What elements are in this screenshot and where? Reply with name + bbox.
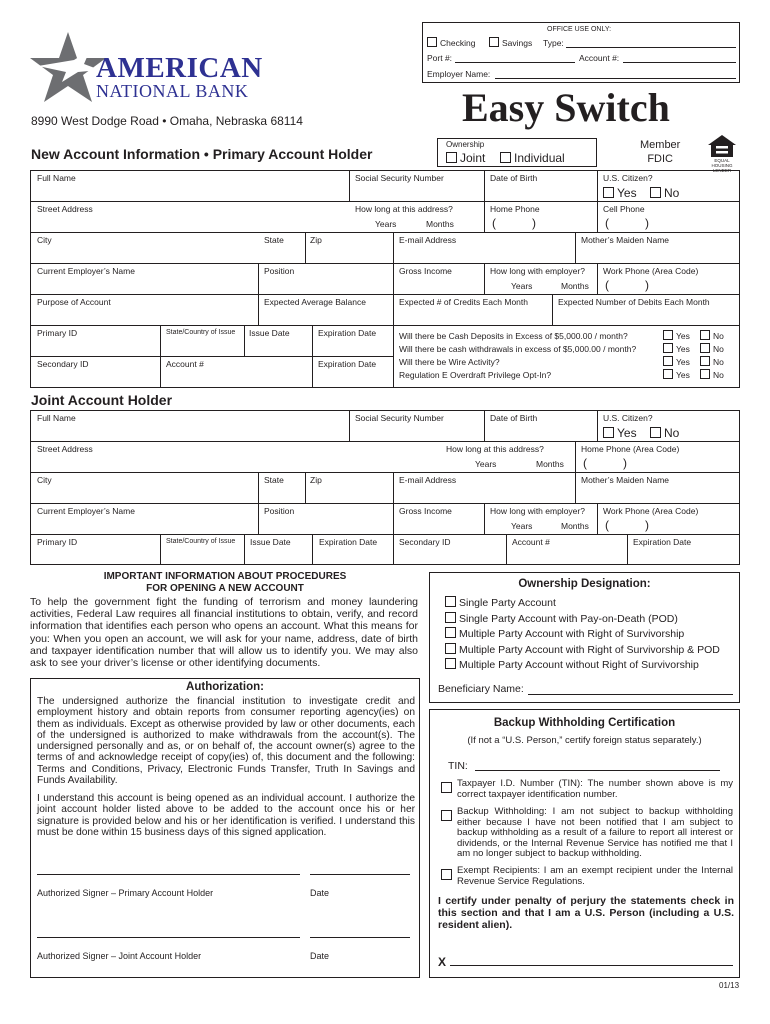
j-primary-id-label: Primary ID <box>37 537 78 547</box>
j-citizen-yes-label: Yes <box>617 426 637 440</box>
type-label: Type: <box>543 38 564 48</box>
q4-yes-checkbox[interactable] <box>663 369 673 379</box>
p-address-months: Months <box>426 219 454 229</box>
q3-yes-label: Yes <box>676 357 690 367</box>
p-citizen-yes-label: Yes <box>617 186 637 200</box>
savings-checkbox[interactable] <box>489 37 499 47</box>
backup-item1: Taxpayer I.D. Number (TIN): The number shown above is my correct taxpayer identification number. <box>457 778 733 800</box>
j-state-label: State <box>264 475 284 485</box>
p-expected-credits-label: Expected # of Credits Each Month <box>399 297 528 307</box>
form-version: 01/13 <box>719 981 740 990</box>
question-3: Will there be Wire Activity? <box>399 357 500 367</box>
q2-yes-label: Yes <box>676 344 690 354</box>
joint-heading: Joint Account Holder <box>31 392 173 408</box>
j-home-phone-label: Home Phone (Area Code) <box>581 444 680 454</box>
j-work-phone-label: Work Phone (Area Code) <box>603 506 699 516</box>
j-employer-months: Months <box>561 521 589 531</box>
p-email-label: E-mail Address <box>399 235 457 245</box>
joint-signature-field[interactable] <box>37 937 300 938</box>
j-maiden-label: Mother’s Maiden Name <box>581 475 670 485</box>
designation-option-2-checkbox[interactable] <box>445 612 456 623</box>
joint-signer-label: Authorized Signer – Joint Account Holder <box>37 951 202 961</box>
p-issue-date-label: Issue Date <box>249 328 290 338</box>
p-work-phone-label: Work Phone (Area Code) <box>603 266 699 276</box>
p-citizen-yes[interactable] <box>603 186 637 200</box>
savings-label: Savings <box>502 38 533 48</box>
p-secondary-id-label: Secondary ID <box>37 359 89 369</box>
q4-no-label: No <box>713 370 724 380</box>
j-citizen-yes[interactable] <box>603 426 637 440</box>
checking-checkbox[interactable] <box>427 37 437 47</box>
backup-signature-field[interactable] <box>450 965 733 966</box>
bank-address: 8990 West Dodge Road • Omaha, Nebraska 68114 <box>31 114 303 128</box>
backup-withholding-checkbox[interactable] <box>441 810 452 821</box>
j-home-phone-open: ( <box>583 456 587 470</box>
designation-option-4[interactable] <box>445 643 720 656</box>
designation-title: Ownership Designation: <box>518 578 651 590</box>
backup-item3: Exempt Recipients: I am an exempt recipient under the Internal Revenue Service Regulations. <box>457 865 733 887</box>
j-zip-label: Zip <box>310 475 322 485</box>
q1-no-checkbox[interactable] <box>700 330 710 340</box>
p-full-name-label: Full Name <box>37 173 76 183</box>
primary-date-field[interactable] <box>310 874 410 875</box>
j-citizen-no-checkbox[interactable] <box>650 427 661 438</box>
ownership-label: Ownership <box>446 140 485 149</box>
primary-signature-field[interactable] <box>37 874 300 875</box>
p-expiration-date-2-label: Expiration Date <box>318 359 377 369</box>
form-title: Easy Switch <box>462 85 670 130</box>
q3-no-label: No <box>713 357 724 367</box>
p-how-long-address: How long at this address? <box>355 204 453 214</box>
designation-option-3-label: Multiple Party Account with Right of Survivorship <box>459 628 685 640</box>
j-full-name-label: Full Name <box>37 413 76 423</box>
q2-no[interactable] <box>700 343 724 354</box>
p-home-phone-label: Home Phone <box>490 204 540 214</box>
j-email-label: E-mail Address <box>399 475 457 485</box>
p-home-phone-close: ) <box>532 216 536 230</box>
p-citizen-no-label: No <box>664 186 680 200</box>
j-how-long-address: How long at this address? <box>446 444 544 454</box>
employer-label: Employer Name: <box>427 69 491 79</box>
member-text: Member <box>640 139 681 151</box>
joint-date-label: Date <box>310 951 330 961</box>
j-work-phone-open: ( <box>605 518 609 532</box>
p-home-phone-open: ( <box>492 216 496 230</box>
designation-option-2-label: Single Party Account with Pay-on-Death (POD) <box>459 613 678 625</box>
equal-housing-line1: EQUAL HOUSING <box>711 158 733 168</box>
j-issue-date-label: Issue Date <box>250 537 291 547</box>
checking-option[interactable] <box>427 37 475 48</box>
designation-option-1-label: Single Party Account <box>459 597 556 609</box>
j-address-years: Years <box>475 459 497 469</box>
j-address-months: Months <box>536 459 564 469</box>
q1-yes-checkbox[interactable] <box>663 330 673 340</box>
j-citizen-label: U.S. Citizen? <box>603 413 653 423</box>
checking-label: Checking <box>440 38 476 48</box>
member-fdic <box>640 138 680 166</box>
j-expiration-date-2-label: Expiration Date <box>633 537 692 547</box>
j-expiration-date-label: Expiration Date <box>319 537 378 547</box>
equal-housing-icon <box>706 134 738 158</box>
p-employer-label: Current Employer’s Name <box>37 266 135 276</box>
j-secondary-id-label: Secondary ID <box>399 537 451 547</box>
q1-yes[interactable] <box>663 330 690 341</box>
p-cell-phone-label: Cell Phone <box>603 204 645 214</box>
j-gross-income-label: Gross Income <box>399 506 452 516</box>
designation-option-2[interactable] <box>445 612 678 625</box>
p-expected-balance-label: Expected Average Balance <box>264 297 366 307</box>
joint-checkbox[interactable] <box>446 152 457 163</box>
signature-x: X <box>438 955 447 969</box>
j-street-label: Street Address <box>37 444 93 454</box>
question-4: Regulation E Overdraft Privilege Opt-In? <box>399 370 552 380</box>
beneficiary-label: Beneficiary Name: <box>438 683 524 695</box>
designation-option-3[interactable] <box>445 627 684 640</box>
p-citizen-no-checkbox[interactable] <box>650 187 661 198</box>
p-citizen-yes-checkbox[interactable] <box>603 187 614 198</box>
savings-option[interactable] <box>489 37 532 48</box>
bank-name-line2: NATIONAL BANK <box>96 81 249 101</box>
designation-option-4-label: Multiple Party Account with Right of Survivorship & POD <box>459 644 720 656</box>
j-state-country-label: State/Country of Issue <box>166 538 236 545</box>
designation-option-1[interactable] <box>445 596 556 609</box>
fdic-text: FDIC <box>647 153 673 165</box>
p-account-no-label: Account # <box>166 359 204 369</box>
p-work-phone-open: ( <box>605 278 609 292</box>
j-citizen-yes-checkbox[interactable] <box>603 427 614 438</box>
account-label: Account #: <box>579 53 620 63</box>
q3-yes[interactable] <box>663 356 690 367</box>
j-account-no-label: Account # <box>512 537 550 547</box>
designation-option-3-checkbox[interactable] <box>445 627 456 638</box>
j-city-label: City <box>37 475 52 485</box>
p-city-label: City <box>37 235 52 245</box>
p-street-label: Street Address <box>37 204 93 214</box>
p-ssn-label: Social Security Number <box>355 173 444 183</box>
beneficiary-field[interactable] <box>528 694 733 695</box>
primary-date-label: Date <box>310 888 330 898</box>
individual-label: Individual <box>514 151 565 165</box>
port-label: Port #: <box>427 53 453 63</box>
designation-option-1-checkbox[interactable] <box>445 596 456 607</box>
individual-checkbox[interactable] <box>500 152 511 163</box>
port-field[interactable] <box>455 62 575 63</box>
p-purpose-label: Purpose of Account <box>37 297 111 307</box>
authorization-title: Authorization: <box>186 681 264 693</box>
p-employer-years: Years <box>511 281 533 291</box>
q1-yes-label: Yes <box>676 331 690 341</box>
account-field[interactable] <box>623 62 736 63</box>
question-2: Will there be cash withdrawals in excess of $5,000.00 / month? <box>399 344 637 354</box>
tin-field[interactable] <box>475 770 720 771</box>
tin-label: TIN: <box>448 760 468 772</box>
important-title <box>30 571 420 595</box>
backup-certify: I certify under penalty of perjury the statements check in this section and that I am a U.S. Person (including a U.S. resident alien). <box>438 895 734 931</box>
designation-option-5-checkbox[interactable] <box>445 658 456 669</box>
p-expiration-date-label: Expiration Date <box>318 328 377 338</box>
backup-subtitle: (If not a “U.S. Person,” certify foreign status separately.) <box>467 735 702 746</box>
backup-title: Backup Withholding Certification <box>493 717 676 729</box>
backup-item2: Backup Withholding: I am not subject to backup withholding either because I have not been notified that I am subject to backup withholding as a result of a failure to report all interest or dividends, or the Internal Revenue Service has notified me that I am no longer subject to backup withholding. <box>457 806 733 859</box>
q1-no-label: No <box>713 331 724 341</box>
designation-option-4-checkbox[interactable] <box>445 643 456 654</box>
j-dob-label: Date of Birth <box>490 413 538 423</box>
p-work-phone-close: ) <box>645 278 649 292</box>
p-how-long-employer: How long with employer? <box>490 266 585 276</box>
designation-option-5[interactable] <box>445 658 699 671</box>
p-primary-id-label: Primary ID <box>37 328 78 338</box>
q4-yes[interactable] <box>663 369 690 380</box>
j-citizen-no-label: No <box>664 426 680 440</box>
p-dob-label: Date of Birth <box>490 173 538 183</box>
office-use-box <box>422 22 740 83</box>
individual-option[interactable] <box>500 151 565 165</box>
office-use-title: OFFICE USE ONLY: <box>547 26 612 33</box>
authorization-para2: I understand this account is being opened as an individual account. I authorize the joint account holder listed above to be added to the account once his or her signature is provided below and his or her identification is verified. I understand this must be done within 15 business days of this signed application. <box>37 793 415 838</box>
p-employer-months: Months <box>561 281 589 291</box>
j-employer-label: Current Employer’s Name <box>37 506 135 516</box>
p-cell-phone-open: ( <box>605 216 609 230</box>
p-address-years: Years <box>375 219 397 229</box>
q1-no[interactable] <box>700 330 724 341</box>
p-gross-income-label: Gross Income <box>399 266 452 276</box>
q4-no[interactable] <box>700 369 724 380</box>
j-work-phone-close: ) <box>645 518 649 532</box>
j-ssn-label: Social Security Number <box>355 413 444 423</box>
q2-yes[interactable] <box>663 343 690 354</box>
p-cell-phone-close: ) <box>645 216 649 230</box>
j-position-label: Position <box>264 506 295 516</box>
q2-no-checkbox[interactable] <box>700 343 710 353</box>
q4-yes-label: Yes <box>676 370 690 380</box>
j-home-phone-close: ) <box>623 456 627 470</box>
q2-yes-checkbox[interactable] <box>663 343 673 353</box>
important-body: To help the government fight the funding of terrorism and money laundering activities, Federal Law requires all financial institutions to obtain, verify, and record information that identifies each person who opens an account. What this means for you: When you open an account, we will ask for your name, address, date of birth and taxpayer identification number that will allow us to identify you. We may also ask to see your driver’s license or other identifying documents. <box>30 596 418 670</box>
j-how-long-employer: How long with employer? <box>490 506 585 516</box>
employer-field[interactable] <box>495 78 736 79</box>
joint-date-field[interactable] <box>310 937 410 938</box>
p-citizen-no[interactable] <box>650 186 679 200</box>
ownership-box <box>437 138 597 167</box>
equal-housing-line2: LENDER <box>712 168 732 173</box>
p-maiden-label: Mother’s Maiden Name <box>581 235 670 245</box>
important-title-line1: IMPORTANT INFORMATION ABOUT PROCEDURES <box>103 571 347 582</box>
p-position-label: Position <box>264 266 295 276</box>
designation-option-5-label: Multiple Party Account without Right of Survivorship <box>459 659 699 671</box>
p-zip-label: Zip <box>310 235 322 245</box>
p-state-label: State <box>264 235 284 245</box>
joint-label: Joint <box>460 151 486 165</box>
primary-signer-label: Authorized Signer – Primary Account Holder <box>37 888 214 898</box>
q2-no-label: No <box>713 344 724 354</box>
q3-yes-checkbox[interactable] <box>663 356 673 366</box>
q3-no[interactable] <box>700 356 724 367</box>
joint-option[interactable] <box>446 151 485 165</box>
exempt-checkbox[interactable] <box>441 869 452 880</box>
j-citizen-no[interactable] <box>650 426 679 440</box>
tin-checkbox[interactable] <box>441 782 452 793</box>
bank-name-line1: AMERICAN <box>96 52 263 84</box>
type-field[interactable] <box>566 47 736 48</box>
q4-no-checkbox[interactable] <box>700 369 710 379</box>
question-1: Will there be Cash Deposits in Excess of $5,000.00 / month? <box>399 331 628 341</box>
authorization-para1: The undersigned authorize the financial institution to investigate credit and employment history and obtain reports from consumer reporting agency(ies) on them as individuals. Except as otherwise provided by law or other documents, each of the undersigned is authorized to make withdrawals from the account(s). The undersigned personally and as, or on behalf of, the account owner(s) agree to the terms of and acknowledge receipt of copy(ies) of, this document and the following: Terms and Conditions, Privacy, Electronic Funds Transfer, Truth In Savings and Funds Availability. <box>37 696 415 787</box>
important-title-line2: FOR OPENING A NEW ACCOUNT <box>146 583 304 594</box>
p-expected-debits-label: Expected Number of Debits Each Month <box>558 297 710 307</box>
j-employer-years: Years <box>511 521 533 531</box>
p-state-country-label: State/Country of Issue <box>166 329 236 336</box>
primary-heading: New Account Information • Primary Account Holder <box>31 146 373 162</box>
p-citizen-label: U.S. Citizen? <box>603 173 653 183</box>
q3-no-checkbox[interactable] <box>700 356 710 366</box>
